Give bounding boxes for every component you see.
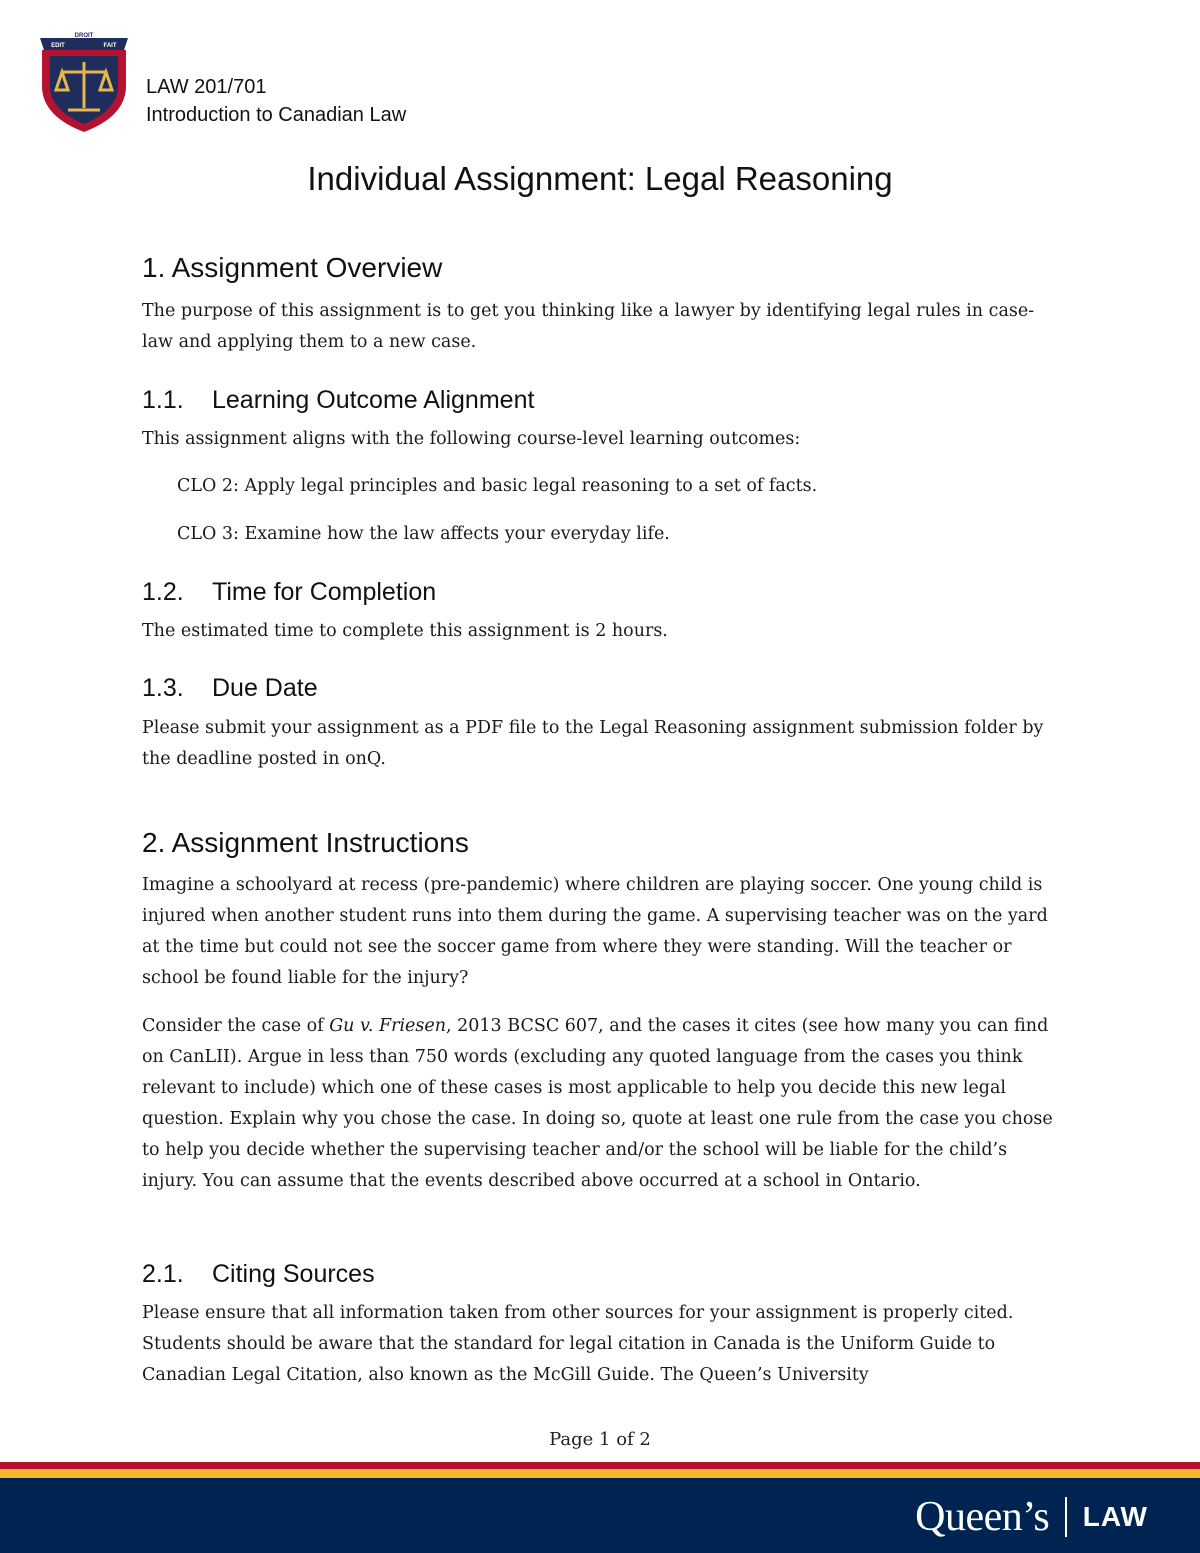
instructions-paragraph-1: Imagine a schoolyard at recess (pre-pandemic) where children are playing soccer. One young child is injured when another student runs into them during the game. A supervising teacher was on the yard at the time but could not see the soccer game from where they were standing. Will the teacher or school be found liable for the injury? [142,875,1048,988]
subsection-number: 1.3. [142,674,184,702]
time-paragraph: The estimated time to complete this assignment is 2 hours. [142,621,668,641]
instructions-paragraph-2 [142,1011,1057,1197]
brand-name: Queen’s [915,1494,1050,1540]
clo-item: CLO 2: Apply legal principles and basic legal reasoning to a set of facts. [177,476,818,496]
subsection-title: Citing Sources [212,1260,375,1288]
brand-divider [1065,1497,1067,1537]
subsection-heading-citing [142,1260,375,1289]
section-heading-overview: 1. Assignment Overview [142,252,443,283]
due-date-paragraph: Please submit your assignment as a PDF file to the Legal Reasoning assignment submission folder by the deadline posted in onQ. [142,718,1044,769]
para-text: Consider the case of [142,1016,330,1036]
citing-paragraph: Please ensure that all information taken from other sources for your assignment is properly cited. Students should be aware that the standard for legal citation in Canada is the Uniform Guide to Canadian Legal Citation, also known as the McGill Guide. The Queen’s University [142,1303,1014,1385]
course-code: LAW 201/701 [146,76,267,98]
learning-outcome-intro: This assignment aligns with the following course-level learning outcomes: [142,429,801,449]
subsection-title: Due Date [212,674,318,702]
crest-word-1: EDIT [51,43,65,49]
brand-law: LAW [1082,1501,1148,1532]
course-name: Introduction to Canadian Law [146,104,407,126]
subsection-heading-due-date [142,674,318,703]
overview-paragraph: The purpose of this assignment is to get you thinking like a lawyer by identifying legal rules in case-law and applying them to a new case. [142,301,1035,352]
subsection-heading-time [142,578,436,607]
section-heading-instructions: 2. Assignment Instructions [142,827,469,858]
crest-word-2: DROIT [74,33,94,39]
subsection-number: 2.1. [142,1260,184,1288]
subsection-number: 1.2. [142,578,184,606]
law-crest-logo [38,28,130,134]
para-text: , 2013 BCSC 607, and the cases it cites (see how many you can find on CanLII). Argue in less than 750 words (excluding any quoted language from the cases you think relevant to include) which one of these cases is most applicable to help you decide this new legal question. Explain why you chose the case. In doing so, quote at least one rule from the case you chose to help you decide whether the supervising teacher and/or the school will be liable for the child’s injury. You can assume that the events described above occurred at a school in Ontario. [142,1016,1053,1191]
subsection-number: 1.1. [142,386,184,414]
document-title: Individual Assignment: Legal Reasoning [307,160,893,197]
subsection-title: Time for Completion [212,578,437,606]
case-name: Gu v. Friesen [329,1016,447,1036]
subsection-title: Learning Outcome Alignment [212,386,535,414]
footer-band-red [0,1462,1200,1469]
queens-law-logo [915,1493,1148,1541]
clo-item: CLO 3: Examine how the law affects your everyday life. [177,524,670,544]
crest-word-3: FAIT [103,43,117,49]
subsection-heading-learning-outcome [142,386,534,415]
page-number: Page 1 of 2 [549,1429,651,1450]
footer-band-gold [0,1469,1200,1478]
